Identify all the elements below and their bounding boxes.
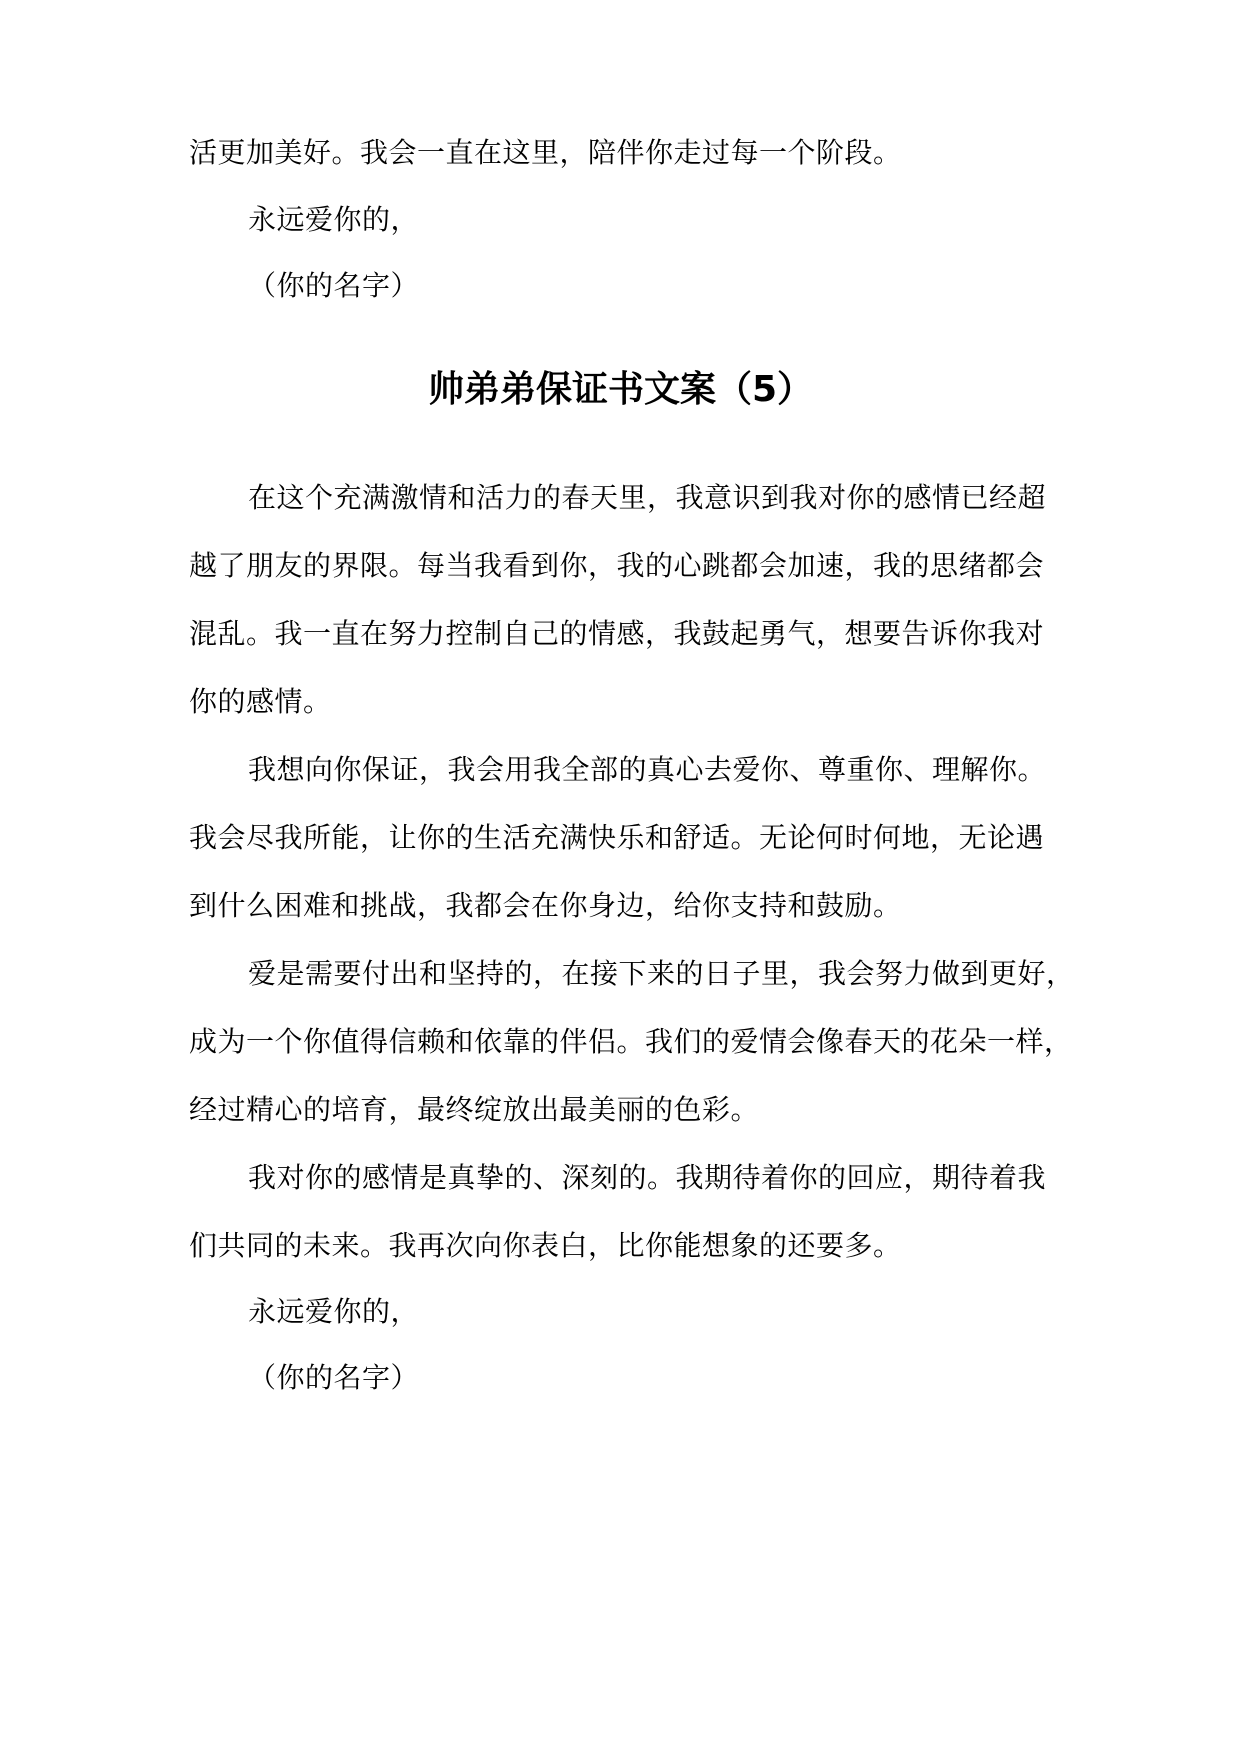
paragraph-line: 到什么困难和挑战，我都会在你身边，给你支持和鼓励。 xyxy=(189,889,902,922)
paragraph-line: 越了朋友的界限。每当我看到你，我的心跳都会加速，我的思绪都会 xyxy=(189,549,1045,582)
previous-section-signature: （你的名字） xyxy=(248,269,420,302)
paragraph-line: 我对你的感情是真挚的、深刻的。我期待着你的回应，期待着我 xyxy=(248,1161,1047,1194)
paragraph-line: 在这个充满激情和活力的春天里，我意识到我对你的感情已经超 xyxy=(248,481,1047,514)
paragraph-line: 成为一个你值得信赖和依靠的伴侣。我们的爱情会像春天的花朵一样， xyxy=(189,1025,1073,1058)
paragraph-line: 你的感情。 xyxy=(189,685,332,718)
paragraph-line: 我想向你保证，我会用我全部的真心去爱你、尊重你、理解你。 xyxy=(248,753,1047,786)
section-signature: （你的名字） xyxy=(248,1361,420,1394)
previous-section-tail-line: 活更加美好。我会一直在这里，陪伴你走过每一个阶段。 xyxy=(189,136,902,169)
paragraph-line: 混乱。我一直在努力控制自己的情感，我鼓起勇气，想要告诉你我对 xyxy=(189,617,1045,650)
previous-section-closing: 永远爱你的， xyxy=(248,203,420,236)
paragraph-line: 我会尽我所能，让你的生活充满快乐和舒适。无论何时何地，无论遇 xyxy=(189,821,1045,854)
section-closing: 永远爱你的， xyxy=(248,1295,420,1328)
paragraph-line: 经过精心的培育，最终绽放出最美丽的色彩。 xyxy=(189,1093,760,1126)
paragraph-line: 们共同的未来。我再次向你表白，比你能想象的还要多。 xyxy=(189,1229,902,1262)
section-title: 帅弟弟保证书文案（5） xyxy=(427,369,814,410)
paragraph-line: 爱是需要付出和坚持的，在接下来的日子里，我会努力做到更好， xyxy=(248,957,1075,990)
